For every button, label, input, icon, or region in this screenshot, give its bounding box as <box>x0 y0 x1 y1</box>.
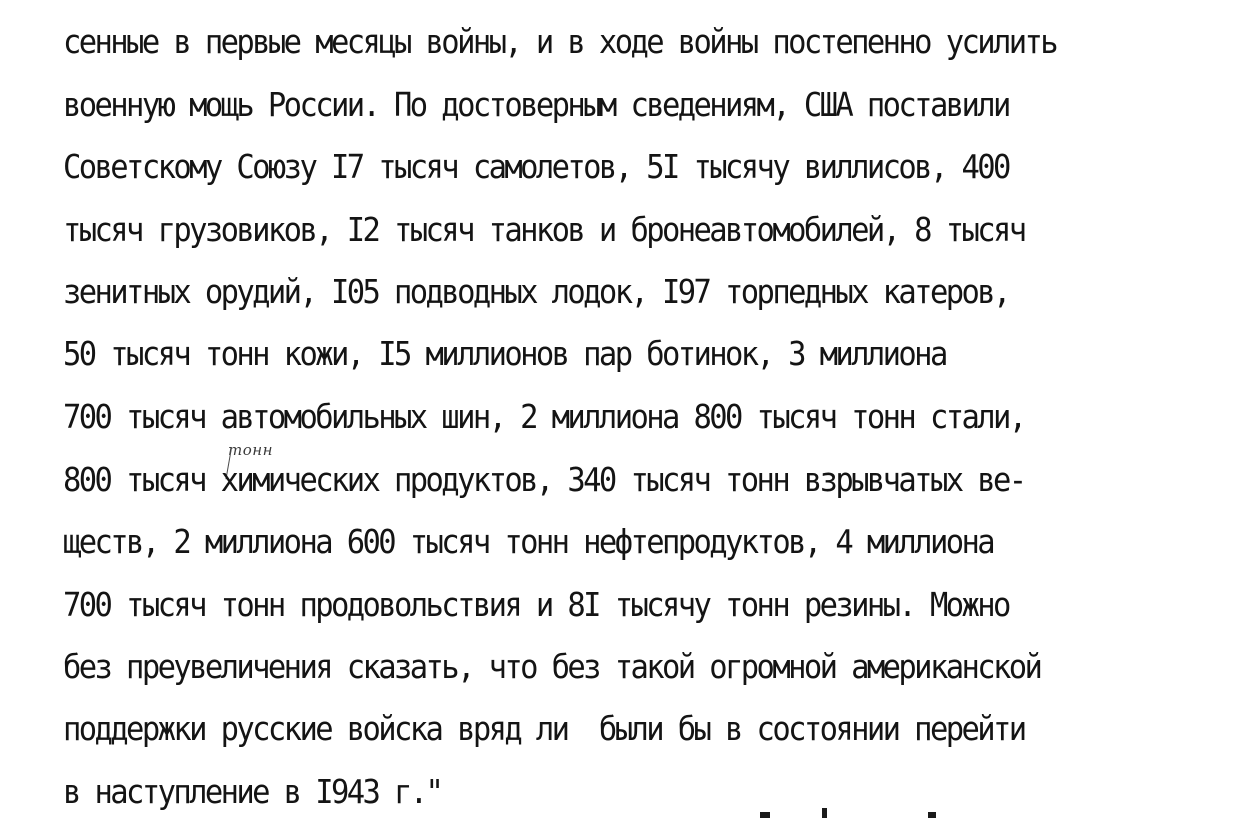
text-line-11: без преувеличения сказать, что без такой огромной американской <box>63 648 1041 687</box>
text-line-1: сенные в первые месяцы войны, и в ходе войны постепенно усилить <box>63 23 1057 62</box>
text-line-13: в наступление в I943 г." <box>63 773 442 812</box>
text-line-8: 800 тысяч химических продуктов, 340 тысяч тонн взрывчатых ве- <box>63 461 1025 500</box>
text-line-5: зенитных орудий, I05 подводных лодок, I97 торпедных катеров, <box>63 273 1009 312</box>
text-line-2: военную мощь России. По достоверным сведениям, США поставили <box>63 86 1009 125</box>
text-line-12: поддержки русские войска вряд ли были бы в состоянии перейти <box>63 710 1025 749</box>
text-line-10: 700 тысяч тонн продовольствия и 8I тысячу тонн резины. Можно <box>63 586 1009 625</box>
text-line-6: 50 тысяч тонн кожи, I5 миллионов пар ботинок, 3 миллиона <box>63 335 946 374</box>
text-line-3: Советскому Союзу I7 тысяч самолетов, 5I тысячу виллисов, 400 <box>63 148 1009 187</box>
handwritten-insertion: тонн <box>228 441 274 459</box>
text-line-9: ществ, 2 миллиона 600 тысяч тонн нефтепродуктов, 4 миллиона <box>63 523 993 562</box>
text-line-4: тысяч грузовиков, I2 тысяч танков и бронеавтомобилей, 8 тысяч <box>63 211 1025 250</box>
text-line-7: 700 тысяч автомобильных шин, 2 миллиона 800 тысяч тонн стали, <box>63 398 1025 437</box>
